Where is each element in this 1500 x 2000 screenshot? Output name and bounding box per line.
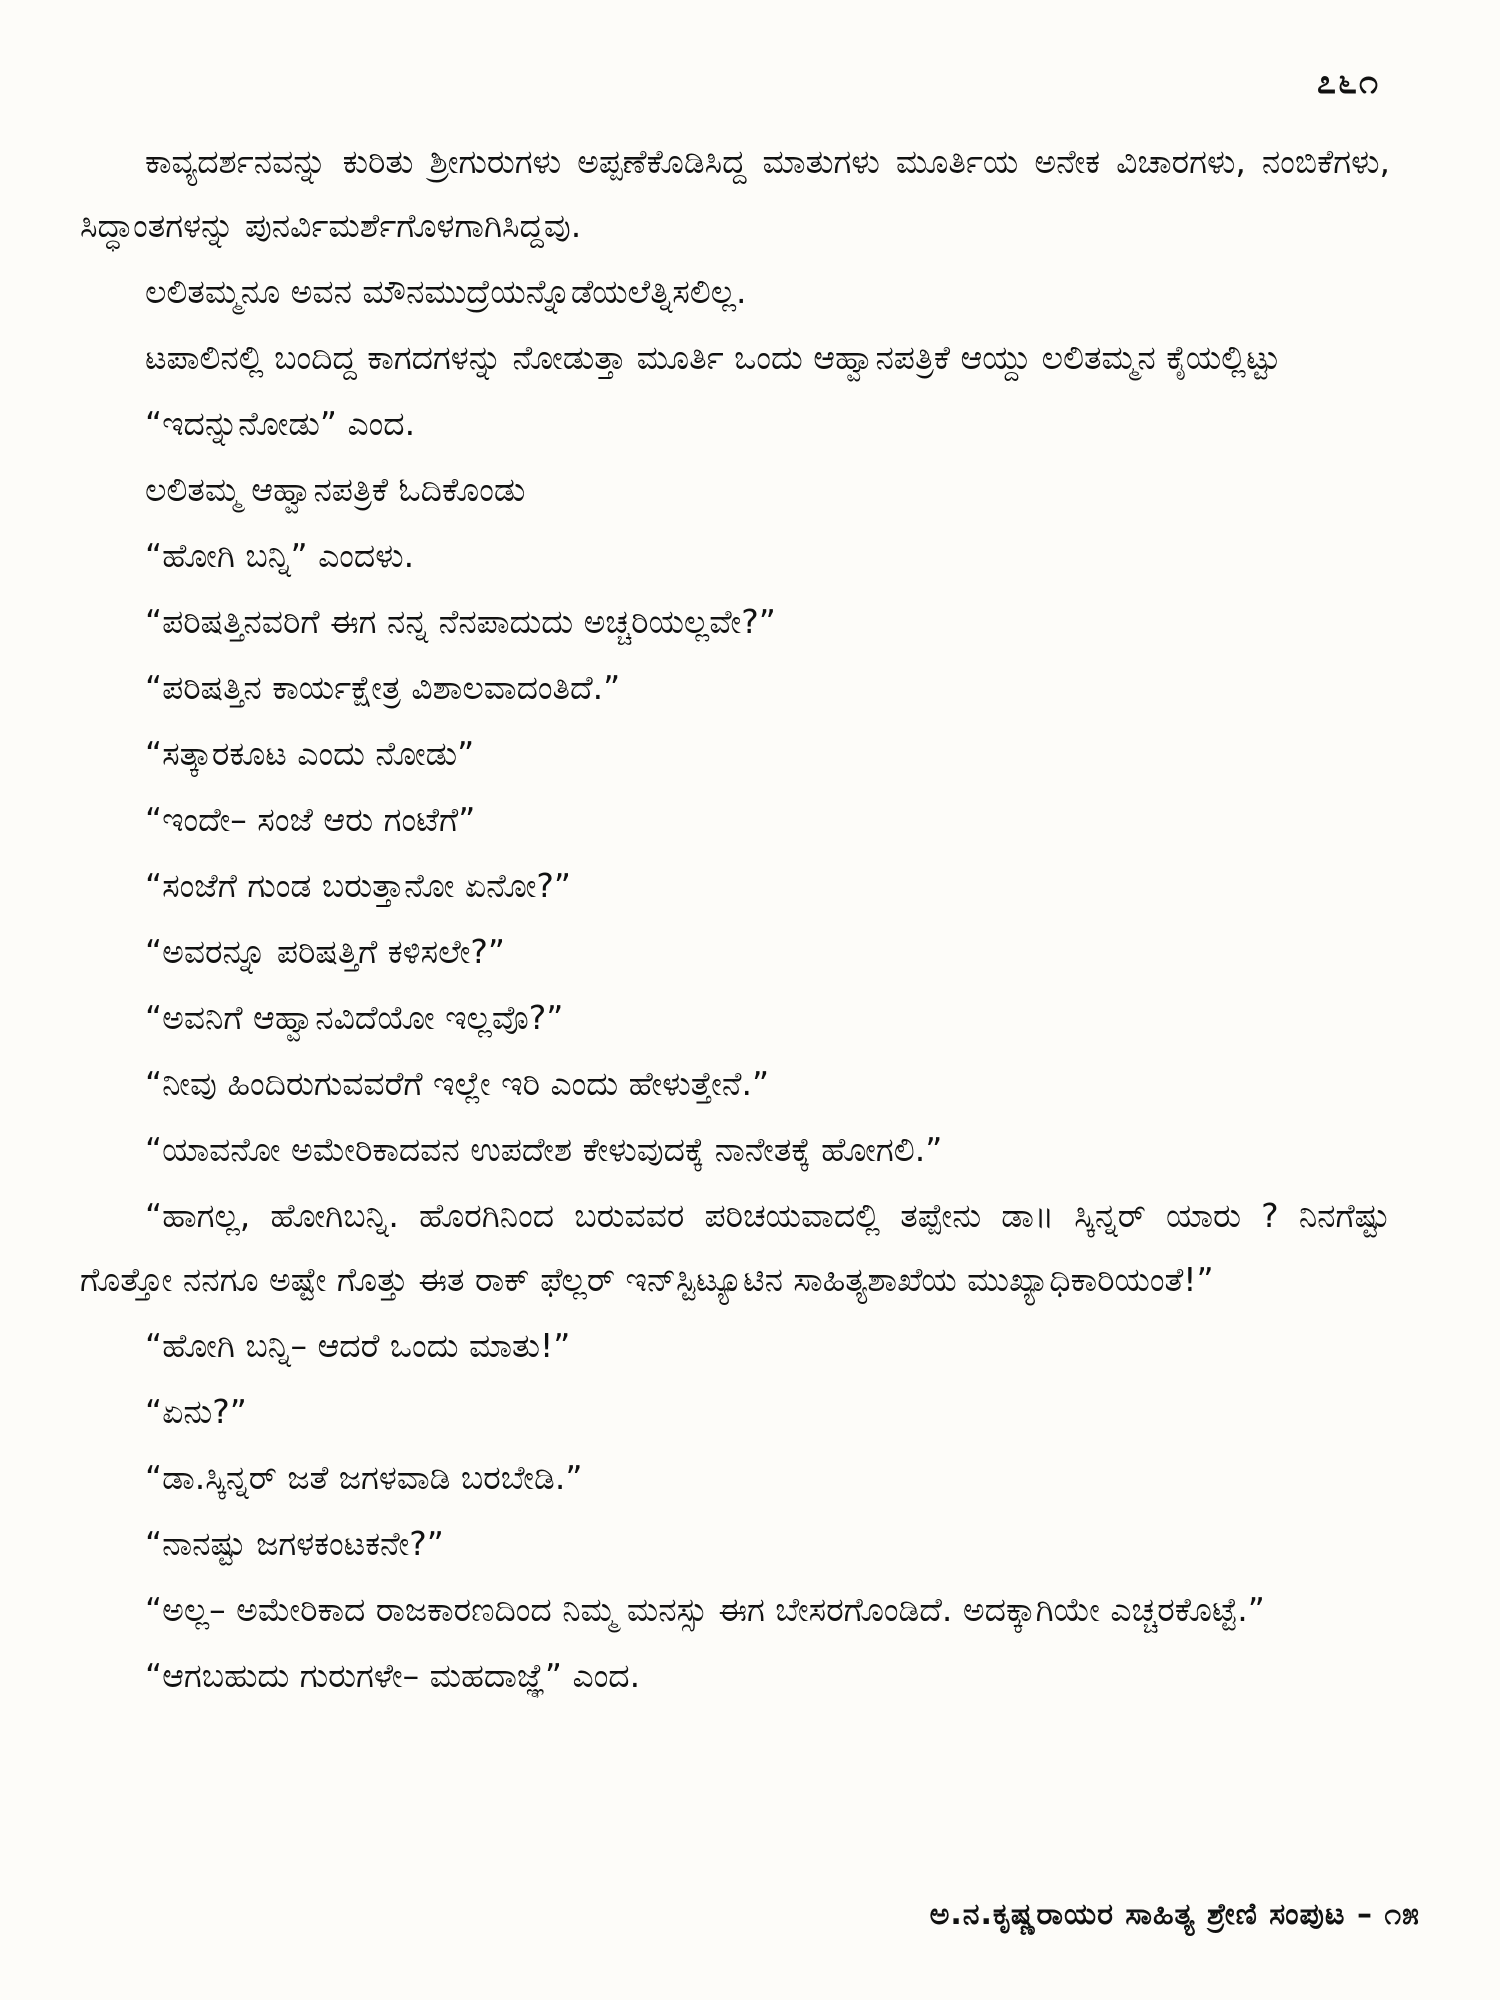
dialogue-line: “ಪರಿಷತ್ತಿನವರಿಗೆ ಈಗ ನನ್ನ ನೆನಪಾದುದು ಅಚ್ಚರಿಯಲ್ಲವೇ?” xyxy=(145,602,776,641)
dialogue-line: “ನಾನಷ್ಟು ಜಗಳಕಂಟಕನೇ?” xyxy=(145,1524,444,1563)
dialogue-line: “ಹೋಗಿ ಬನ್ನಿ– ಆದರೆ ಒಂದು ಮಾತು!” xyxy=(145,1326,571,1365)
dialogue-line: “ಡಾ.ಸ್ಕಿನ್ನರ್ ಜತೆ ಜಗಳವಾಡಿ ಬರಬೇಡಿ.” xyxy=(145,1458,583,1497)
series-footer: ಅ.ನ.ಕೃಷ್ಣರಾಯರ ಸಾಹಿತ್ಯ ಶ್ರೇಣಿ ಸಂಪುಟ – ೧೫ xyxy=(929,1897,1420,1932)
dialogue-line: “ಸಂಜೆಗೆ ಗುಂಡ ಬರುತ್ತಾನೋ ಏನೋ?” xyxy=(145,866,571,905)
dialogue-line: “ಇಂದೇ– ಸಂಜೆ ಆರು ಗಂಟೆಗೆ” xyxy=(145,800,476,839)
dialogue-line: “ಅವರನ್ನೂ ಪರಿಷತ್ತಿಗೆ ಕಳಿಸಲೇ?” xyxy=(145,932,505,971)
dialogue-line: “ಆಗಬಹುದು ಗುರುಗಳೇ– ಮಹದಾಜ್ಞೆ” ಎಂದ. xyxy=(145,1656,641,1695)
dialogue-line: “ಇದನ್ನುನೋಡು” ಎಂದ. xyxy=(145,404,416,443)
dialogue-line: “ಅಲ್ಲ– ಅಮೇರಿಕಾದ ರಾಜಕಾರಣದಿಂದ ನಿಮ್ಮ ಮನಸ್ಸು ಈಗ ಬೇಸರಗೊಂಡಿದೆ. ಅದಕ್ಕಾಗಿಯೇ ಎಚ್ಚರಕೊಟ್ಟೆ.” xyxy=(145,1590,1265,1629)
dialogue-line: “ಪರಿಷತ್ತಿನ ಕಾರ್ಯಕ್ಷೇತ್ರ ವಿಶಾಲವಾದಂತಿದೆ.” xyxy=(145,668,621,707)
dialogue-line: “ಸತ್ಕಾರಕೂಟ ಎಂದು ನೋಡು” xyxy=(145,734,475,773)
dialogue-line: “ಹೋಗಿ ಬನ್ನಿ” ಎಂದಳು. xyxy=(145,536,415,575)
dialogue-line: “ಹಾಗಲ್ಲ, ಹೋಗಿಬನ್ನಿ. ಹೊರಗಿನಿಂದ ಬರುವವರ ಪರಿಚಯವಾದಲ್ಲಿ ತಪ್ಪೇನು ಡಾ॥ ಸ್ಕಿನ್ನರ್ ಯಾರು ? ನಿನಗೆಷ್ಟು ಗೊತ್ತೋ ನನಗೂ ಅಷ್ಟೇ ಗೊತ್ತು ಈತ ರಾಕ್ ಫೆಲ್ಲರ್ ಇನ್‌ಸ್ಟಿಟ್ಯೂಟಿನ ಸಾಹಿತ್ಯಶಾಖೆಯ ಮುಖ್ಯಾಧಿಕಾರಿಯಂತೆ!” xyxy=(80,1196,1390,1299)
body-text xyxy=(80,130,1390,1708)
paragraph: ಕಾವ್ಯದರ್ಶನವನ್ನು ಕುರಿತು ಶ್ರೀಗುರುಗಳು ಅಪ್ಪಣೆಕೊಡಿಸಿದ್ದ ಮಾತುಗಳು ಮೂರ್ತಿಯ ಅನೇಕ ವಿಚಾರಗಳು, ನಂಬಿಕೆಗಳು, ಸಿದ್ಧಾಂತಗಳನ್ನು ಪುನರ್ವಿಮರ್ಶೆಗೊಳಗಾಗಿಸಿದ್ದವು. xyxy=(80,142,1390,245)
page-number: ೭೬೧ xyxy=(1316,62,1380,102)
paragraph: ಲಲಿತಮ್ಮನೂ ಅವನ ಮೌನಮುದ್ರೆಯನ್ನೊಡೆಯಲೆತ್ನಿಸಲಿಲ್ಲ. xyxy=(145,272,747,311)
dialogue-line: “ಯಾವನೋ ಅಮೇರಿಕಾದವನ ಉಪದೇಶ ಕೇಳುವುದಕ್ಕೆ ನಾನೇತಕ್ಕೆ ಹೋಗಲಿ.” xyxy=(145,1130,943,1169)
paragraph: ಲಲಿತಮ್ಮ ಆಹ್ವಾನಪತ್ರಿಕೆ ಓದಿಕೊಂಡು xyxy=(145,470,526,509)
dialogue-line: “ಅವನಿಗೆ ಆಹ್ವಾನವಿದೆಯೋ ಇಲ್ಲವೊ?” xyxy=(145,998,564,1037)
dialogue-line: “ಏನು?” xyxy=(145,1392,247,1431)
paragraph: ಟಪಾಲಿನಲ್ಲಿ ಬಂದಿದ್ದ ಕಾಗದಗಳನ್ನು ನೋಡುತ್ತಾ ಮೂರ್ತಿ ಒಂದು ಆಹ್ವಾನಪತ್ರಿಕೆ ಆಯ್ದು ಲಲಿತಮ್ಮನ ಕೈಯಲ್ಲಿಟ್ಟು xyxy=(145,338,1281,377)
dialogue-line: “ನೀವು ಹಿಂದಿರುಗುವವರೆಗೆ ಇಲ್ಲೇ ಇರಿ ಎಂದು ಹೇಳುತ್ತೇನೆ.” xyxy=(145,1064,770,1103)
